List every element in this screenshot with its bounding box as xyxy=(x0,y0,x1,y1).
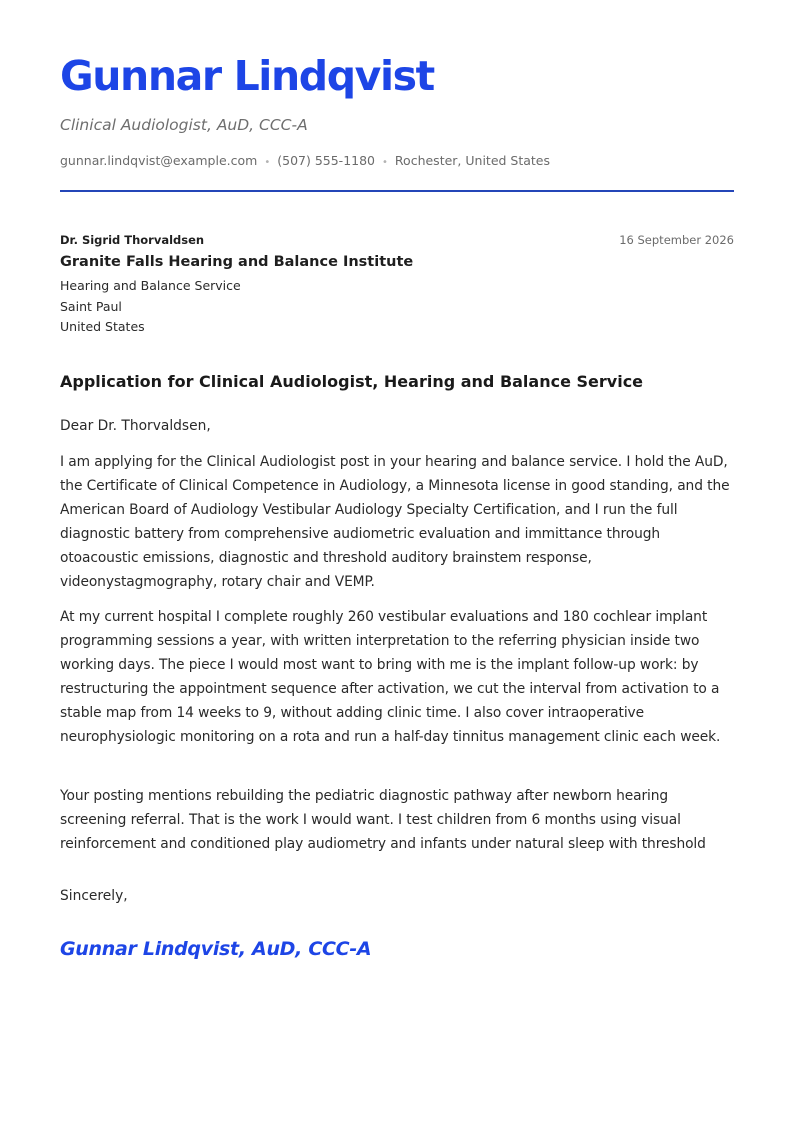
applicant-name: Gunnar Lindqvist xyxy=(60,52,434,100)
recipient-name: Dr. Sigrid Thorvaldsen xyxy=(60,233,205,247)
contact-separator: • xyxy=(382,157,388,168)
location-text: Rochester, United States xyxy=(394,153,551,168)
contact-line xyxy=(60,153,550,168)
email-link[interactable]: gunnar.lindqvist@example.com xyxy=(60,153,258,168)
contact-separator: • xyxy=(264,157,271,168)
body-paragraph: At my current hospital I complete roughly 260 vestibular evaluations and 180 cochlear implant programming sessions a year, with written interpretation to the referring physician inside two working days. The piece I would most want to bring with me is the implant follow-up work: by restructuring the appointment sequence after activation, we cut the interval from activation to a stable map from 14 weeks to 9, without adding clinic time. I also cover intraoperative neurophysiologic monitoring on a rota and run a half-day tinnitus management clinic each week. xyxy=(60,609,721,745)
signature: Gunnar Lindqvist, AuD, CCC-A xyxy=(60,938,372,960)
recipient-department: Hearing and Balance Service xyxy=(60,278,241,293)
body-paragraph: Your posting mentions rebuilding the pediatric diagnostic pathway after newborn hearing screening referral. That is the work I would want. I test children from 6 months using visual reinforcement and conditioned play audiometry and infants under natural sleep with threshold xyxy=(60,788,706,852)
recipient-organization: Granite Falls Hearing and Balance Institute xyxy=(60,254,414,270)
recipient-country: United States xyxy=(60,319,145,334)
letter-subject: Application for Clinical Audiologist, Hearing and Balance Service xyxy=(60,372,644,391)
letter-date: 16 September 2026 xyxy=(619,233,734,247)
applicant-title: Clinical Audiologist, AuD, CCC-A xyxy=(60,116,308,134)
recipient-city: Saint Paul xyxy=(60,299,122,314)
phone-link[interactable]: (507) 555-1180 xyxy=(277,153,376,168)
body-paragraph: I am applying for the Clinical Audiologist post in your hearing and balance service. I hold the AuD, the Certificate of Clinical Competence in Audiology, a Minnesota license in good standing, and the American Board of Audiology Vestibular Audiology Specialty Certification, and I run the full diagnostic battery from comprehensive audiometric evaluation and immittance through otoacoustic emissions, diagnostic and threshold auditory brainstem response, videonystagmography, rotary chair and VEMP. xyxy=(60,454,730,590)
header-divider xyxy=(60,190,734,192)
salutation: Dear Dr. Thorvaldsen, xyxy=(60,418,211,434)
closing: Sincerely, xyxy=(60,888,128,904)
